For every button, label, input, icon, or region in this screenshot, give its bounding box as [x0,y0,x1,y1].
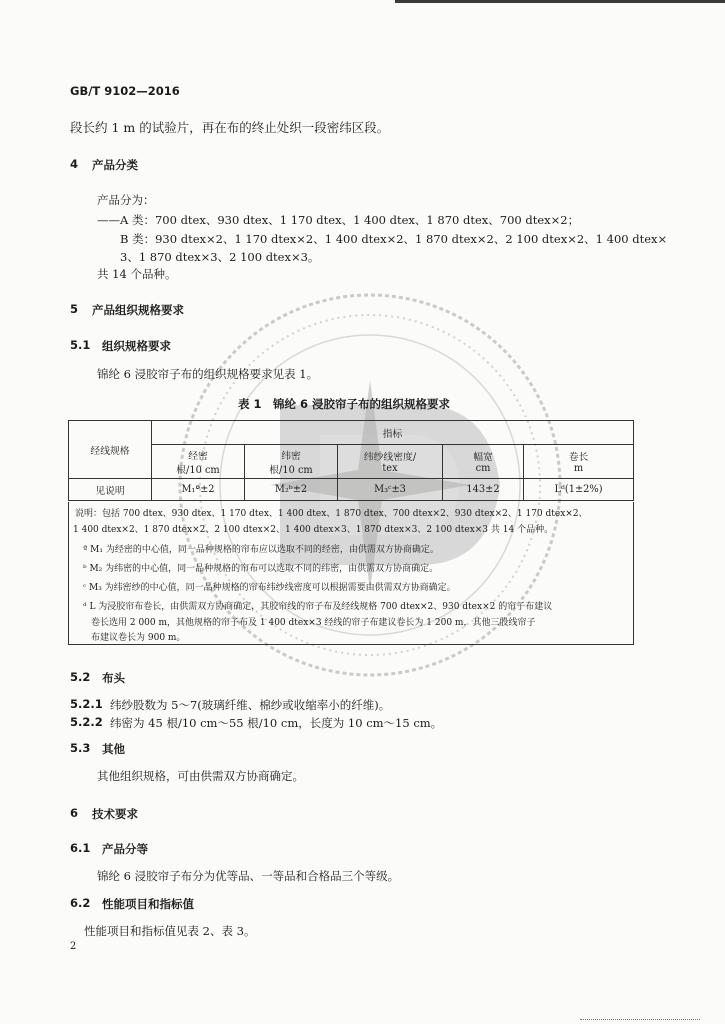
table-header-cell: 卷长 m [524,445,634,479]
subsection-heading: 布头 [102,671,125,685]
scan-edge-mark [395,0,725,3]
table-caption: 表 1 锦纶 6 浸胶帘子布的组织规格要求 [238,397,451,411]
paragraph: 纬纱股数为 5～7(玻璃纤维、棉纱或收缩率小的纤维)。 [110,698,391,712]
subsection-number: 5.2.1 [70,697,103,711]
scan-artifact [580,1017,700,1020]
table-footnote: 卷长选用 2 000 m，其他规格的帘子布及 1 400 dtex×3 经线的帘子布建议卷长为 1 200 m，其他三股线帘子 [91,618,536,628]
subsection-number: 5.3 [70,741,91,755]
table-header-cell: 经线规格 [69,421,152,479]
table-footnote: ᵈ L 为浸胶帘布卷长，由供需双方协商确定，其胶帘线的帘子布及经线规格 700 dtex×2、930 dtex×2 的帘子布建议 [83,602,553,612]
table-header-cell: 纬密 根/10 cm [245,445,338,479]
table-header-cell: 指标 [152,421,634,445]
table-footnote: ª M₁ 为经密的中心值，同一品种规格的帘布应以选取不同的经密，由供需双方协商确定。 [83,545,439,555]
paragraph: ——A 类：700 dtex、930 dtex、1 170 dtex、1 400 dtex、1 870 dtex、700 dtex×2； [97,213,580,227]
table-footnote: 布建议卷长为 900 m。 [91,633,186,643]
intro-line: 段长约 1 m 的试验片，再在布的终止处织一段密纬区段。 [70,120,390,135]
section-number: 4 [70,157,79,171]
table-footnote: ᶜ M₃ 为纬密纱的中心值，同一品种规格的帘布纬纱线密度可以根据需要由供需双方协商确定。 [83,583,456,593]
section-heading: 产品分类 [92,158,138,172]
paragraph: 锦纶 6 浸胶帘子布的组织规格要求见表 1。 [97,367,319,381]
standard-number: GB/T 9102—2016 [70,84,180,98]
subsection-number: 5.1 [70,338,91,352]
table-header-cell: 纬纱线密度/ tex [338,445,443,479]
paragraph: 共 14 个品种。 [97,267,177,281]
paragraph: 3、1 870 dtex×3、2 100 dtex×3。 [120,250,320,264]
table-footnote: ᵇ M₂ 为纬密的中心值，同一品种规格的帘布可以选取不同的纬密，由供需双方协商确定。 [83,564,439,574]
paragraph: 性能项目和指标值见表 2、表 3。 [84,924,256,938]
subsection-heading: 组织规格要求 [102,339,171,353]
table-cell: M₂ᵇ±2 [245,479,338,501]
subsection-heading: 其他 [102,742,125,756]
table-header-cell: 经密 根/10 cm [152,445,245,479]
paragraph: B 类：930 dtex×2、1 170 dtex×2、1 400 dtex×2、1 870 dtex×2、2 100 dtex×2、1 400 dtex× [120,232,668,246]
paragraph: 纬密为 45 根/10 cm～55 根/10 cm，长度为 10 cm～15 cm。 [110,716,443,730]
subsection-heading: 性能项目和指标值 [102,897,194,911]
subsection-number: 5.2 [70,670,91,684]
table-note: 1 400 dtex×2、1 870 dtex×2、2 100 dtex×2、1 400 dtex×3、1 870 dtex×3、2 100 dtex×3 共 14 个品种。 [73,525,554,535]
paragraph: 锦纶 6 浸胶帘子布分为优等品、一等品和合格品三个等级。 [97,869,400,883]
table-cell: M₁ª±2 [152,479,245,501]
table-notes [68,502,634,645]
table-cell: M₃ᶜ±3 [338,479,443,501]
table-note: 说明：包括 700 dtex、930 dtex、1 170 dtex、1 400 dtex、1 870 dtex、700 dtex×2、930 dtex×2、1 170 dtex×2、 [75,509,588,519]
page-number: 2 [70,941,77,952]
section-heading: 产品组织规格要求 [92,303,184,317]
section-number: 5 [70,302,79,316]
table-cell: 见说明 [69,479,152,501]
section-number: 6 [70,806,79,820]
subsection-heading: 产品分等 [102,842,148,856]
paragraph: 产品分为： [97,193,155,207]
subsection-number: 6.1 [70,841,91,855]
subsection-number: 5.2.2 [70,715,103,729]
subsection-number: 6.2 [70,896,91,910]
spec-table [68,420,634,501]
section-heading: 技术要求 [92,807,138,821]
table-header-cell: 幅宽 cm [443,445,524,479]
paragraph: 其他组织规格，可由供需双方协商确定。 [97,769,304,783]
table-cell: Lᵈ(1±2%) [524,479,634,501]
table-cell: 143±2 [443,479,524,501]
